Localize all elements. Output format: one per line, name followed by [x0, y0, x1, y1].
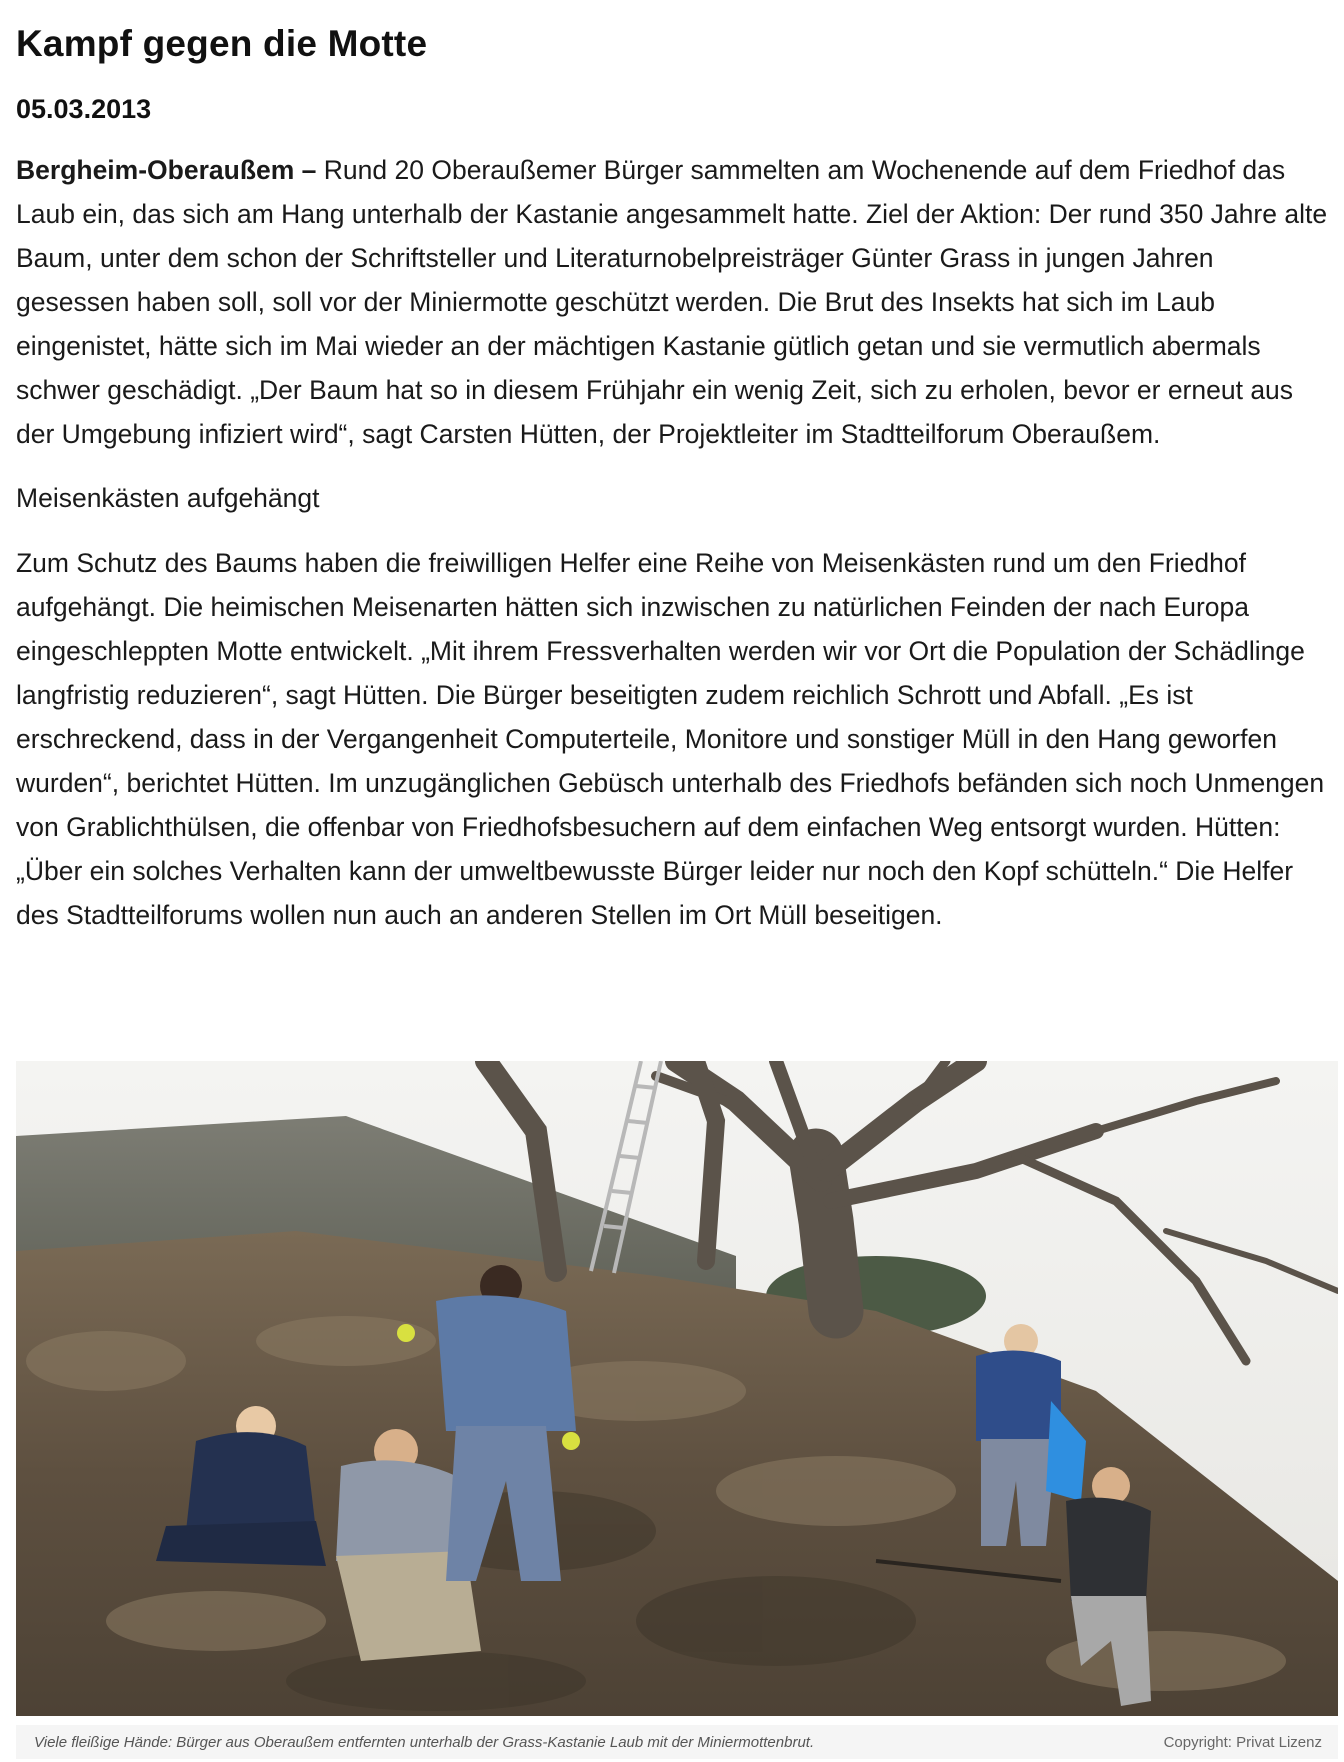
- body-paragraph: Zum Schutz des Baums haben die freiwilligen Helfer eine Reihe von Meisenkästen rund um den Friedhof aufgehängt. Die heimischen Meisenarten hätten sich inzwischen zu natürlichen Feinden der nach Europa eingeschleppten Motte entwickelt. „Mit ihrem Fressverhalten werden wir vor Ort die Population der Schädlinge langfristig reduzieren“, sagt Hütten. Die Bürger beseitigten zudem reichlich Schrott und Abfall. „Es ist erschreckend, dass in der Vergangenheit Computerteile, Monitore und sonstiger Müll in den Hang geworfen wurden“, berichtet Hütten. Im unzugänglichen Gebüsch unterhalb des Friedhofs befänden sich noch Unmengen von Grablichthülsen, die offenbar von Friedhofsbesuchern auf dem einfachen Weg entsorgt wurden. Hütten: „Über ein solches Verhalten kann der umweltbewusste Bürger leider nur noch den Kopf schütteln.“ Die Helfer des Stadtteilforums wollen nun auch an anderen Stellen im Ort Müll beseitigen.: [16, 548, 1325, 930]
- article-title: Kampf gegen die Motte: [16, 23, 428, 64]
- article-photo: [16, 1061, 1338, 1716]
- lead-place: Bergheim-Oberaußem –: [16, 155, 317, 185]
- article-date: 05.03.2013: [16, 94, 152, 124]
- photo-caption: Viele fleißige Hände: Bürger aus Oberaußem entfernten unterhalb der Grass-Kastanie Laub mit der Miniermottenbrut.: [34, 1733, 815, 1751]
- photo-illustration: [16, 1061, 1338, 1716]
- article: [16, 0, 1334, 937]
- lead-text: Rund 20 Oberaußemer Bürger sammelten am Wochenende auf dem Friedhof das Laub ein, das sich am Hang unterhalb der Kastanie angesammelt hatte. Ziel der Aktion: Der rund 350 Jahre alte Baum, unter dem schon der Schriftsteller und Literaturnobelpreisträger Günter Grass in jungen Jahren gesessen haben soll, soll vor der Miniermotte geschützt werden. Die Brut des Insekts hat sich im Laub eingenistet, hätte sich im Mai wieder an der mächtigen Kastanie gütlich getan und sie vermutlich abermals schwer geschädigt. „Der Baum hat so in diesem Frühjahr ein wenig Zeit, sich zu erholen, bevor er erneut aus der Umgebung infiziert wird“, sagt Carsten Hütten, der Projektleiter im Stadtteilforum Oberaußem.: [16, 155, 1328, 449]
- photo-caption-bar: [16, 1725, 1338, 1759]
- photo-copyright: Copyright: Privat Lizenz: [1163, 1733, 1322, 1751]
- lead-paragraph: [16, 148, 1334, 456]
- subheading: Meisenkästen aufgehängt: [16, 483, 320, 513]
